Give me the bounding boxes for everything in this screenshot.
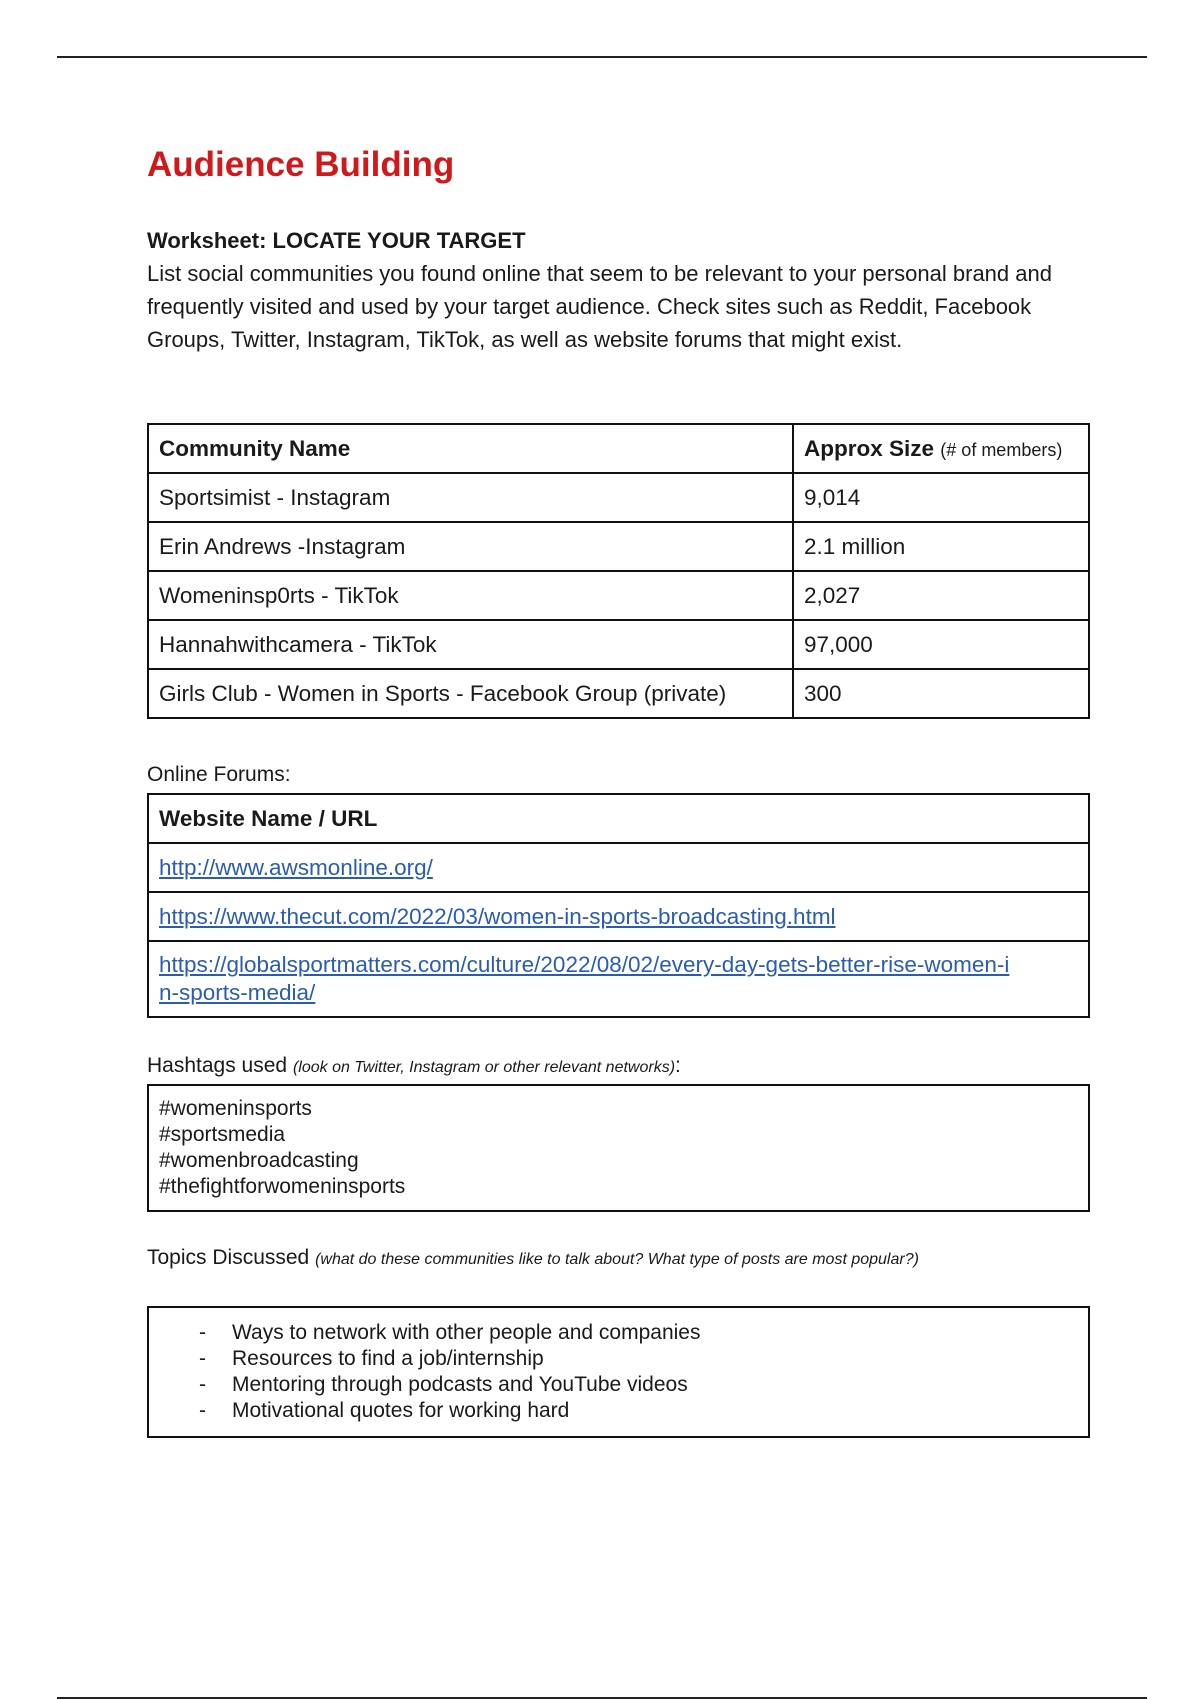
forum-link[interactable]: http://www.awsmonline.org/ (159, 854, 433, 880)
page-title: Audience Building (147, 145, 455, 184)
topics-label-text: Topics Discussed (147, 1246, 310, 1269)
community-name-header: Community Name (148, 424, 793, 473)
approx-size-label: Approx Size (804, 435, 935, 461)
community-size: 9,014 (793, 473, 1089, 522)
topic-text: Motivational quotes for working hard (232, 1399, 570, 1422)
forum-link[interactable]: https://globalsportmatters.com/culture/2022/08/02/every-day-gets-better-rise-women-in-sports-media/ (159, 952, 1010, 1005)
table-row (148, 522, 1089, 571)
forum-link[interactable]: https://www.thecut.com/2022/03/women-in-sports-broadcasting.html (159, 903, 836, 929)
list-item (199, 1398, 1078, 1424)
bullet: - (199, 1373, 206, 1396)
table-row (148, 473, 1089, 522)
table-header-row (148, 794, 1089, 843)
hashtags-note: (look on Twitter, Instagram or other relevant networks) (292, 1059, 676, 1076)
community-size: 300 (793, 669, 1089, 718)
list-item (199, 1346, 1078, 1372)
hashtag: #thefightforwomeninsports (159, 1175, 406, 1198)
list-item (199, 1372, 1078, 1398)
hashtag: #sportsmedia (159, 1123, 286, 1146)
bullet: - (199, 1321, 206, 1344)
forums-table (147, 793, 1090, 1018)
hashtags-suffix: : (675, 1054, 681, 1077)
topic-text: Mentoring through podcasts and YouTube videos (232, 1373, 688, 1396)
hashtags-box (147, 1084, 1090, 1212)
community-size: 2,027 (793, 571, 1089, 620)
bullet: - (199, 1399, 206, 1422)
bullet: - (199, 1347, 206, 1370)
topic-text: Resources to find a job/internship (232, 1347, 544, 1370)
topics-list (159, 1320, 1078, 1424)
topics-note: (what do these communities like to talk about? What type of posts are most popular?) (315, 1251, 919, 1268)
table-row (148, 843, 1089, 892)
worksheet-heading: Worksheet: LOCATE YOUR TARGET (147, 228, 526, 253)
bottom-rule (57, 1697, 1147, 1699)
community-size: 97,000 (793, 620, 1089, 669)
hashtags-label-text: Hashtags used (147, 1054, 288, 1077)
topic-text: Ways to network with other people and companies (232, 1321, 701, 1344)
hashtag: #womenbroadcasting (159, 1149, 359, 1172)
topics-label (147, 1246, 919, 1270)
table-row (148, 620, 1089, 669)
table-row (148, 892, 1089, 941)
table-row (148, 941, 1089, 1017)
community-name: Erin Andrews -Instagram (148, 522, 793, 571)
community-name: Sportsimist - Instagram (148, 473, 793, 522)
approx-size-note: (# of members) (940, 439, 1063, 460)
community-size: 2.1 million (793, 522, 1089, 571)
community-name: Hannahwithcamera - TikTok (148, 620, 793, 669)
table-row (148, 571, 1089, 620)
hashtags-label (147, 1054, 681, 1078)
website-url-header: Website Name / URL (148, 794, 1089, 843)
table-row (148, 669, 1089, 718)
community-name: Womeninsp0rts - TikTok (148, 571, 793, 620)
top-rule (57, 56, 1147, 58)
community-name: Girls Club - Women in Sports - Facebook Group (private) (148, 669, 793, 718)
hashtag: #womeninsports (159, 1097, 312, 1120)
online-forums-label: Online Forums: (147, 763, 291, 786)
topics-box (147, 1306, 1090, 1438)
instructions: List social communities you found online that seem to be relevant to your personal brand and frequently visited and used by your target audience. Check sites such as Reddit, Facebook Groups, Twitter, Instagram, TikTok, as well as website forums that might exist. (147, 261, 1052, 352)
communities-table (147, 423, 1090, 719)
table-header-row (148, 424, 1089, 473)
approx-size-header (793, 424, 1089, 473)
list-item (199, 1320, 1078, 1346)
